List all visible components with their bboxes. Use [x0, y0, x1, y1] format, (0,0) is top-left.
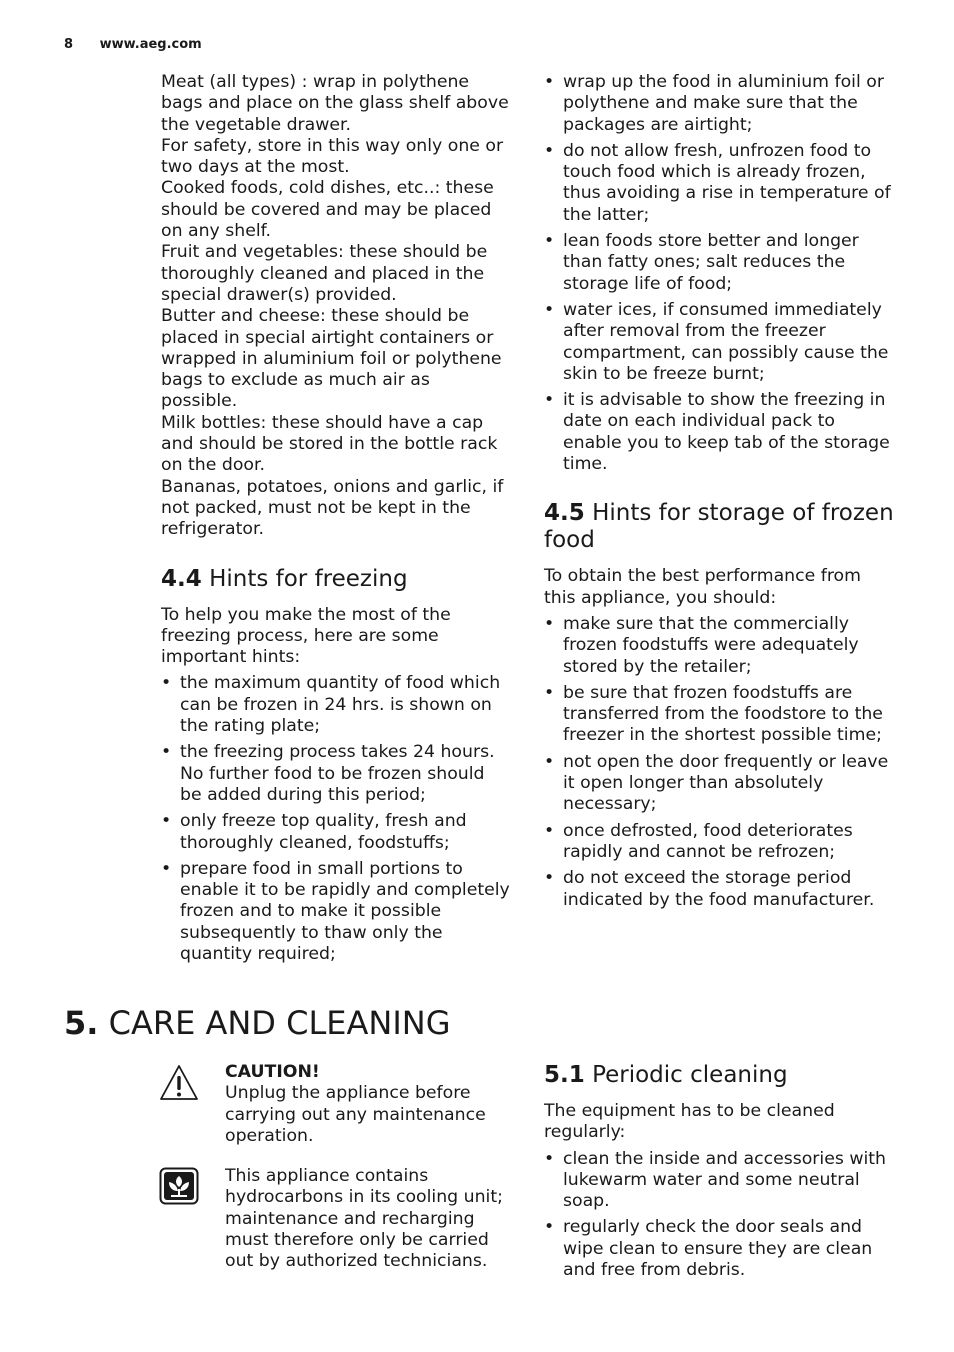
list-item: • regularly check the door seals and wipe clean to ensure they are clean and free from debris. — [544, 1217, 894, 1281]
right-column — [544, 72, 894, 916]
list-item: • clean the inside and accessories with lukewarm water and some neutral soap. — [544, 1149, 894, 1213]
list-item: • do not allow fresh, unfrozen food to touch food which is already frozen, thus avoiding a rise in temperature of the latter; — [544, 141, 894, 226]
bullet-list — [544, 1149, 894, 1282]
intro-paragraph: Cooked foods, cold dishes, etc..: these should be covered and may be placed on any shelf. — [161, 178, 494, 242]
list-item: • not open the door frequently or leave it open longer than absolutely necessary; — [544, 752, 894, 816]
section-intro: To obtain the best performance from this appliance, you should: — [544, 566, 861, 608]
intro-paragraph: Milk bottles: these should have a cap and should be stored in the bottle rack on the door. — [161, 412, 498, 476]
website-url: www.aeg.com — [99, 37, 202, 52]
list-item: • make sure that the commercially frozen foodstuffs were adequately stored by the retailer; — [544, 614, 894, 678]
page-number: 8 — [64, 37, 74, 52]
list-item: • water ices, if consumed immediately after removal from the freezer compartment, can possibly cause the skin to be freeze burnt; — [544, 300, 894, 385]
left-column — [161, 72, 511, 970]
chapter-number: 5. — [64, 1004, 99, 1042]
list-item: • the freezing process takes 24 hours. No further food to be frozen should be added during this period; — [161, 742, 511, 806]
bullet-list — [161, 673, 511, 965]
environment-text: This appliance contains hydrocarbons in its cooling unit; maintenance and recharging must therefore only be carried out by authorized technicians. — [225, 1166, 503, 1272]
list-item: • the maximum quantity of food which can be frozen in 24 hrs. is shown on the rating plate; — [161, 673, 511, 737]
list-item: • lean foods store better and longer than fatty ones; salt reduces the storage life of food; — [544, 231, 894, 295]
environment-icon — [159, 1167, 199, 1205]
caution-text: Unplug the appliance before carrying out any maintenance operation. — [225, 1083, 486, 1146]
section-title: Hints for storage of frozen food — [544, 500, 894, 554]
intro-paragraph: For safety, store in this way only one or two days at the most. — [161, 135, 504, 178]
chapter-heading — [64, 1003, 450, 1043]
caution-title: CAUTION! — [225, 1062, 320, 1082]
section-heading-4-4 — [161, 566, 511, 593]
intro-paragraph: Butter and cheese: these should be placed in special airtight containers or wrapped in aluminium foil or polythene bags to exclude as much air as possible. — [161, 306, 502, 412]
list-item: • wrap up the food in aluminium foil or polythene and make sure that the packages are airtight; — [544, 72, 894, 136]
list-item: • do not exceed the storage period indicated by the food manufacturer. — [544, 868, 894, 911]
intro-paragraph: Bananas, potatoes, onions and garlic, if not packed, must not be kept in the refrigerator. — [161, 476, 504, 540]
section-number: 5.1 — [544, 1062, 585, 1088]
section-heading-5-1 — [544, 1062, 894, 1089]
section-title: Hints for freezing — [209, 565, 408, 592]
bullet-list — [544, 72, 894, 475]
section-heading-4-5 — [544, 500, 894, 554]
environment-note — [225, 1166, 515, 1272]
section-title: Periodic cleaning — [592, 1062, 788, 1088]
caution-note — [225, 1062, 515, 1147]
section-intro: The equipment has to be cleaned regularly: — [544, 1101, 835, 1143]
bullet-list — [544, 614, 894, 911]
list-item: • only freeze top quality, fresh and thoroughly cleaned, foodstuffs; — [161, 811, 511, 854]
warning-triangle-icon — [159, 1064, 199, 1101]
section-5-1 — [544, 1062, 894, 1286]
list-item: • prepare food in small portions to enable it to be rapidly and completely frozen and to make it possible subsequently to thaw only the quantity required; — [161, 859, 511, 965]
section-number: 4.4 — [161, 565, 202, 592]
list-item: • once defrosted, food deteriorates rapidly and cannot be refrozen; — [544, 821, 894, 864]
page-header — [64, 37, 202, 52]
list-item: • it is advisable to show the freezing in date on each individual pack to enable you to keep tab of the storage time. — [544, 390, 894, 475]
section-intro: To help you make the most of the freezing process, here are some important hints: — [161, 604, 451, 668]
list-item: • be sure that frozen foodstuffs are transferred from the foodstore to the freezer in the shortest possible time; — [544, 683, 894, 747]
section-number: 4.5 — [544, 500, 585, 527]
chapter-title: CARE AND CLEANING — [108, 1004, 451, 1042]
intro-paragraph: Meat (all types) : wrap in polythene bags and place on the glass shelf above the vegetable drawer. — [161, 72, 509, 135]
intro-paragraph: Fruit and vegetables: these should be thoroughly cleaned and placed in the special drawer(s) provided. — [161, 242, 488, 305]
